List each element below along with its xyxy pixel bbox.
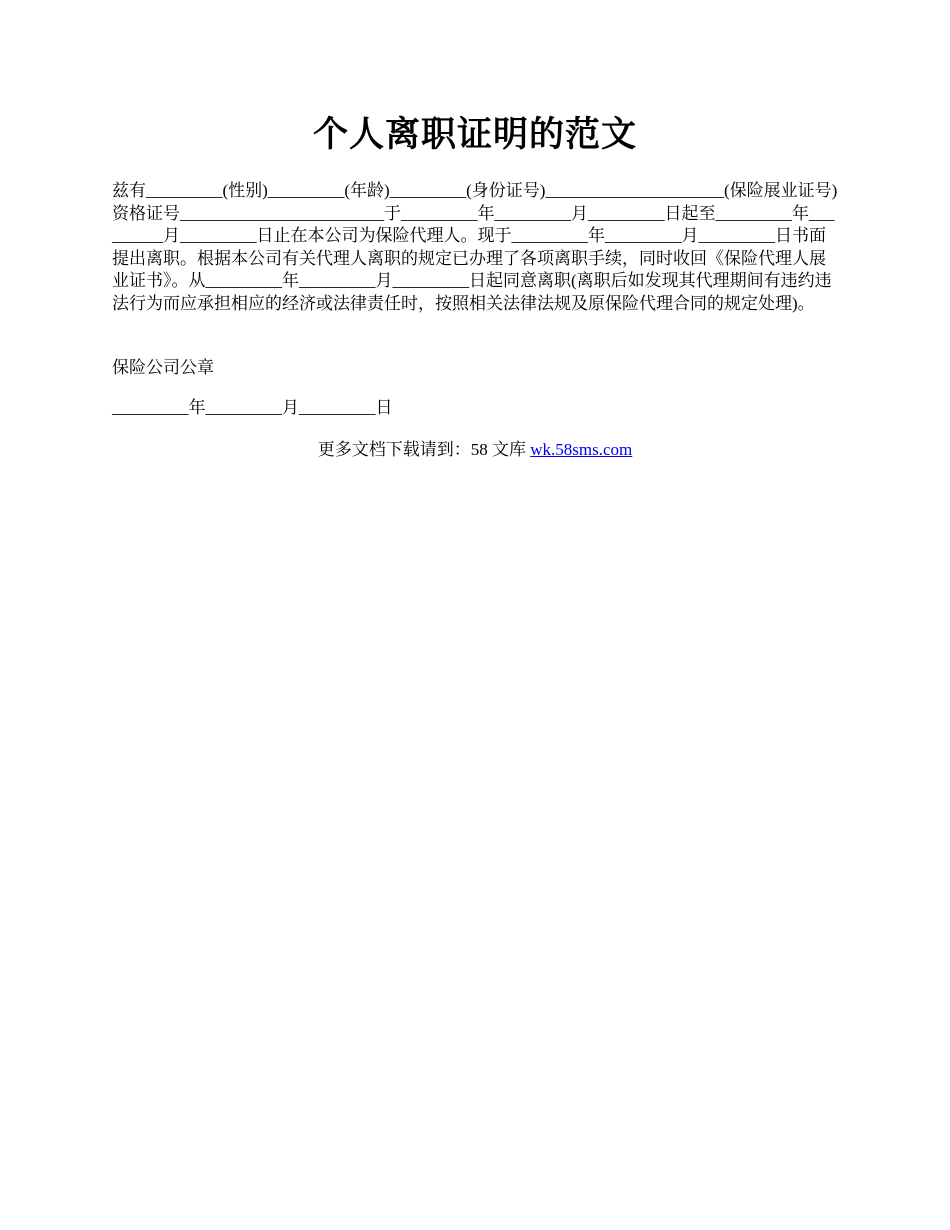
footer-prefix: 更多文档下载请到：58 文库: [317, 440, 531, 459]
download-footer: [0, 439, 950, 461]
footer-link[interactable]: wk.58sms.com: [530, 440, 633, 459]
body-paragraph: 兹有_________(性别)_________(年龄)_________(身份证号)_____________________(保险展业证号)资格证号________________________于_________年_________月_________日起至_________年_________月_________日止在本公司为保险代理人。现于_________年_________月_________日书面提出离职。根据本公司有关代理人离职的规定已办理了各项离职手续，同时收回《保险代理人展业证书》。从_________年_________月_________日起同意离职(离职后如发现其代理期间有违约违法行为而应承担相应的经济或法律责任时，按照相关法律法规及原保险代理合同的规定处理)。: [112, 181, 838, 313]
signature-date-line: _________年_________月_________日: [112, 398, 393, 417]
seal-label: 保险公司公章: [112, 358, 214, 377]
document-title: 个人离职证明的范文: [312, 115, 637, 154]
